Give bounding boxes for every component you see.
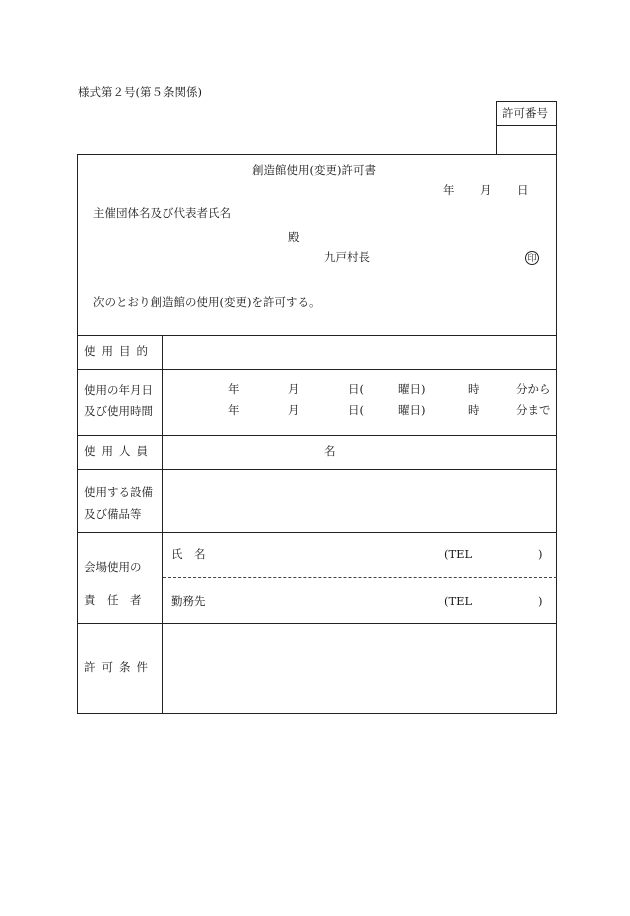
end-year: 年 [228,403,240,417]
permit-statement: 次のとおり創造館の使用(変更)を許可する。 [93,295,321,309]
end-weekday: 曜日) [398,403,426,417]
purpose-label: 使用目的 [84,344,154,358]
honorific: 殿 [288,230,300,244]
start-day: 日( [348,382,364,396]
end-day: 日( [348,403,364,417]
row-divider-5 [77,532,557,533]
row-divider-2 [77,369,557,370]
manager-dashed-divider [163,577,557,578]
datetime-label-line1: 使用の年月日 [84,383,153,397]
manager-name-field[interactable] [205,540,440,574]
manager-tel-open: (TEL [444,547,473,561]
seal-mark: 印 [525,251,539,265]
end-minute: 分まで [516,403,551,417]
row-divider-6 [77,623,557,624]
purpose-field[interactable] [164,337,556,368]
conditions-label: 許可条件 [84,660,154,674]
date-year: 年 [443,183,455,197]
start-hour: 時 [468,382,480,396]
row-divider-3 [77,435,557,436]
permit-number-field[interactable] [497,127,556,154]
organizer-label: 主催団体名及び代表者氏名 [93,206,231,220]
permit-number-label: 許可番号 [502,106,548,120]
manager-tel-close: ) [538,547,543,561]
manager-label-line1: 会場使用の [84,560,142,574]
start-weekday: 曜日) [398,382,426,396]
start-year: 年 [228,382,240,396]
document-title: 創造館使用(変更)許可書 [252,163,376,177]
permit-number-divider [496,125,557,126]
date-month: 月 [480,183,492,197]
workplace-tel-close: ) [538,594,543,608]
equipment-field[interactable] [164,471,556,531]
attendees-field[interactable] [164,437,324,468]
conditions-field[interactable] [164,625,556,713]
workplace-label: 勤務先 [171,594,206,608]
manager-tel-field[interactable] [472,540,536,574]
end-month: 月 [288,403,300,417]
start-month: 月 [288,382,300,396]
workplace-tel-field[interactable] [472,584,536,618]
workplace-tel-open: (TEL [444,594,473,608]
start-minute: 分から [516,382,551,396]
manager-name-label: 氏 名 [171,547,206,561]
attendees-label: 使用人員 [84,444,154,458]
attendees-unit: 名 [324,444,336,458]
equipment-label-line2: 及び備品等 [84,507,142,521]
workplace-field[interactable] [205,584,440,618]
label-column-divider [162,335,163,714]
end-hour: 時 [468,403,480,417]
equipment-label-line1: 使用する設備 [84,485,153,499]
form-number: 様式第２号(第５条関係) [78,85,202,99]
manager-label-line2: 責 任 者 [84,593,142,607]
issuer-name: 九戸村長 [324,250,370,264]
datetime-label-line2: 及び使用時間 [84,404,153,418]
row-divider-4 [77,469,557,470]
row-divider-1 [77,335,557,336]
date-day: 日 [517,183,529,197]
